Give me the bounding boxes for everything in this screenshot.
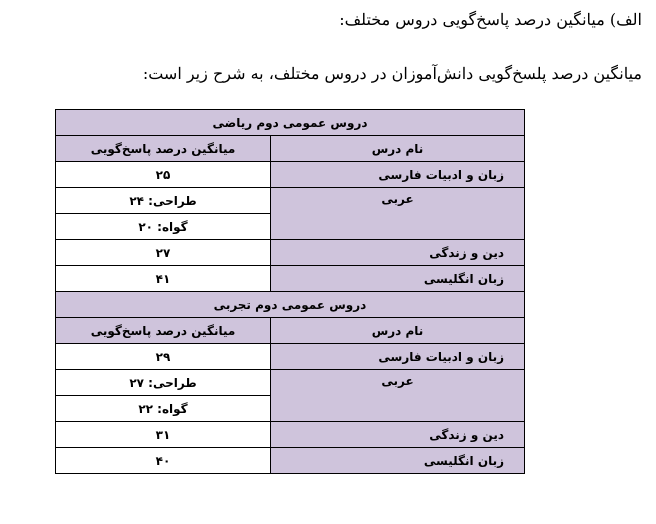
section-title: دروس عمومی دوم ریاضی [56, 110, 525, 136]
column-header-subject: نام درس [271, 136, 525, 162]
section-title: دروس عمومی دوم تجربی [56, 292, 525, 318]
subject-cell: دین و زندگی [271, 240, 525, 266]
value-cell: طراحی: ۲۷ [56, 370, 271, 396]
value-cell: ۲۹ [56, 344, 271, 370]
subject-cell: دین و زندگی [271, 422, 525, 448]
section-title-row [56, 292, 525, 318]
table-row [56, 162, 525, 188]
value-cell: ۳۱ [56, 422, 271, 448]
column-header-value: میانگین درصد پاسخ‌گویی [56, 318, 271, 344]
table-row [56, 344, 525, 370]
scores-table [55, 109, 525, 474]
subject-cell: زبان انگلیسی [271, 448, 525, 474]
subject-cell: زبان و ادبیات فارسی [271, 162, 525, 188]
subject-cell: زبان انگلیسی [271, 266, 525, 292]
subject-cell: عربی [271, 370, 525, 422]
column-header-value: میانگین درصد پاسخ‌گویی [56, 136, 271, 162]
section-title-row [56, 110, 525, 136]
table-row [56, 422, 525, 448]
value-cell: ۲۷ [56, 240, 271, 266]
column-header-row [56, 318, 525, 344]
table-row [56, 370, 525, 396]
value-cell: گواه: ۲۲ [56, 396, 271, 422]
section-heading: الف) میانگین درصد پاسخ‌گویی دروس مختلف: [339, 10, 642, 29]
table-row [56, 240, 525, 266]
table-row [56, 266, 525, 292]
table-row [56, 188, 525, 214]
value-cell: گواه: ۲۰ [56, 214, 271, 240]
column-header-row [56, 136, 525, 162]
subject-cell: عربی [271, 188, 525, 240]
value-cell: طراحی: ۲۴ [56, 188, 271, 214]
table-row [56, 448, 525, 474]
column-header-subject: نام درس [271, 318, 525, 344]
subject-cell: زبان و ادبیات فارسی [271, 344, 525, 370]
value-cell: ۲۵ [56, 162, 271, 188]
value-cell: ۴۰ [56, 448, 271, 474]
value-cell: ۴۱ [56, 266, 271, 292]
intro-text: میانگین درصد پلسخ‌گویی دانش‌آموزان در دروس مختلف، به شرح زیر است: [142, 64, 642, 83]
